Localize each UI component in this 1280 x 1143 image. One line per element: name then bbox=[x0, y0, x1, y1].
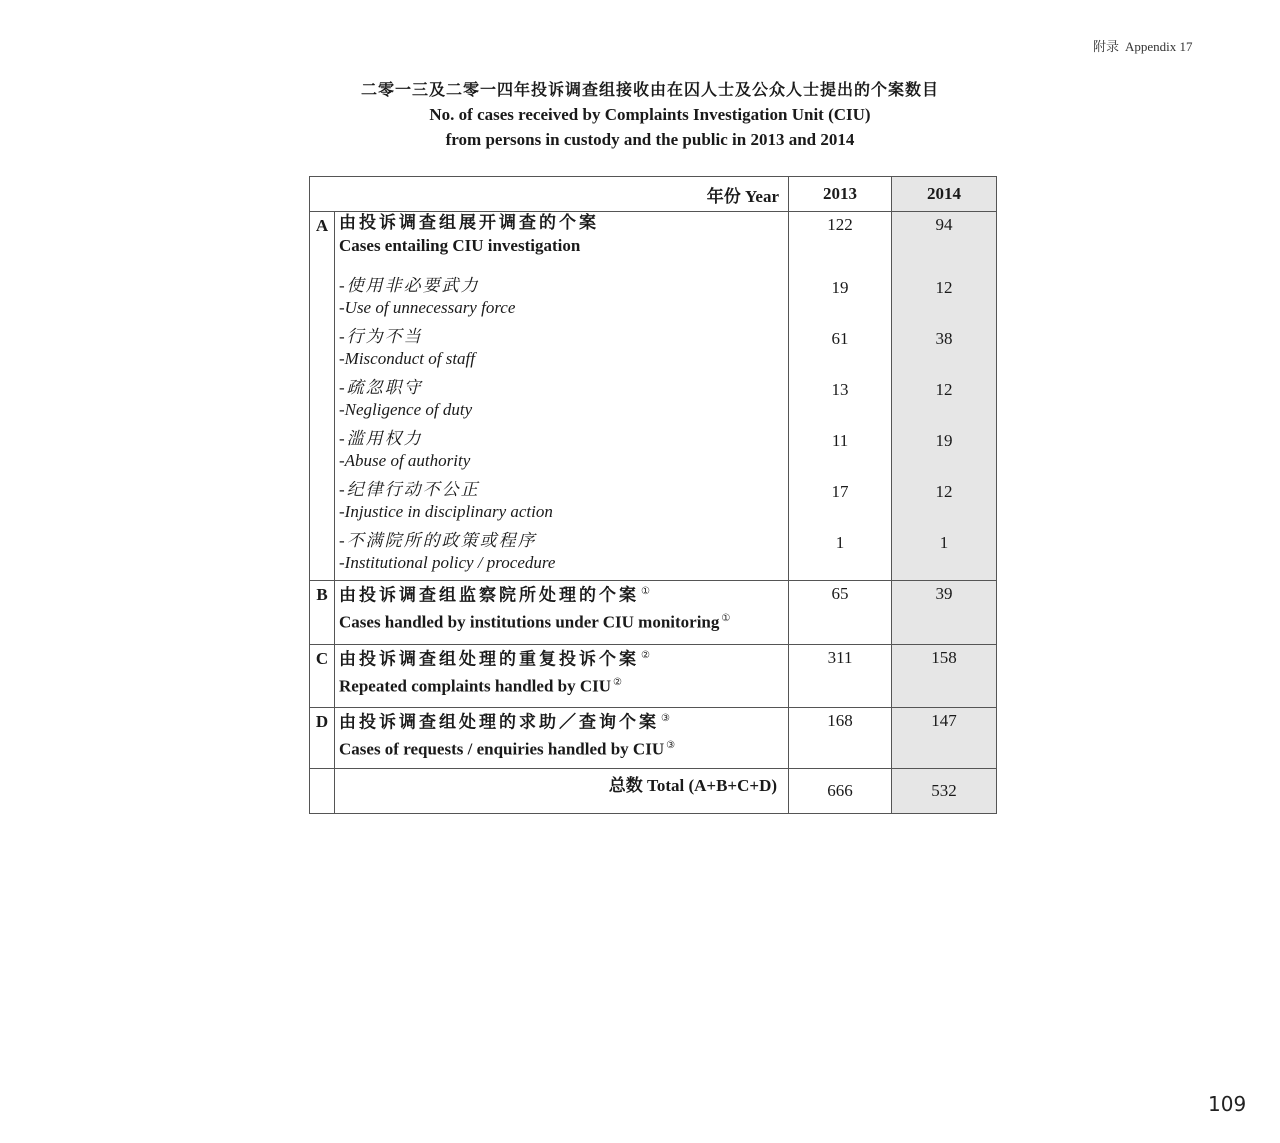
total-empty-cell bbox=[310, 769, 335, 814]
footnote-marker: ③ bbox=[661, 713, 673, 724]
subitem-en: -Institutional policy / procedure bbox=[339, 553, 556, 572]
section-d-row bbox=[310, 708, 997, 769]
subitem-value-2013: 11 bbox=[831, 431, 849, 450]
total-row bbox=[310, 769, 997, 814]
subitem-en: -Misconduct of staff bbox=[339, 349, 475, 368]
list-item bbox=[339, 377, 788, 421]
section-c-value-2013: 311 bbox=[789, 645, 892, 708]
subitem-value-2014: 12 bbox=[935, 482, 953, 501]
section-d-label-en: Cases of requests / enquiries handled by CIU bbox=[339, 739, 665, 759]
year-header-label: 年份 Year bbox=[310, 177, 789, 212]
section-c-row bbox=[310, 645, 997, 708]
total-label: 总数 Total (A+B+C+D) bbox=[335, 769, 789, 814]
section-b-label bbox=[335, 581, 789, 645]
subitem-en: -Abuse of authority bbox=[339, 451, 471, 470]
subitem-value-2013: 17 bbox=[831, 482, 849, 501]
subitem-zh: -疏忽职守 bbox=[339, 378, 423, 397]
appendix-label-zh: 附录 bbox=[1093, 39, 1120, 54]
section-c-label-zh: 由投诉调查组处理的重复投诉个案 bbox=[339, 649, 639, 669]
appendix-label-en: Appendix 17 bbox=[1125, 39, 1193, 54]
footnote-marker: ① bbox=[721, 612, 731, 624]
list-item bbox=[339, 428, 788, 472]
subitem-zh: -纪律行动不公正 bbox=[339, 480, 480, 499]
title-zh: 二零一三及二零一四年投诉调查组接收由在囚人士及公众人士提出的个案数目 bbox=[360, 82, 939, 99]
subitem-en: -Use of unnecessary force bbox=[339, 298, 516, 317]
section-a-2013-col bbox=[789, 212, 892, 581]
section-b-label-zh: 由投诉调查组监察院所处理的个案 bbox=[339, 585, 639, 605]
table-header-row bbox=[310, 177, 997, 212]
section-a-row bbox=[310, 212, 997, 581]
subitem-value-2014: 1 bbox=[939, 533, 949, 552]
list-item bbox=[339, 530, 788, 574]
section-b-row bbox=[310, 581, 997, 645]
subitem-en: -Negligence of duty bbox=[339, 400, 473, 419]
footnote-marker: ② bbox=[613, 676, 623, 688]
section-b-value-2014: 39 bbox=[892, 581, 997, 645]
section-a-2014-col bbox=[892, 212, 997, 581]
appendix-label bbox=[1093, 36, 1193, 55]
list-item bbox=[339, 479, 788, 523]
subitem-en: -Injustice in disciplinary action bbox=[339, 502, 553, 521]
section-d-label bbox=[335, 708, 789, 769]
section-c-value-2014: 158 bbox=[892, 645, 997, 708]
section-d-value-2014: 147 bbox=[892, 708, 997, 769]
title-en-line2: from persons in custody and the public in 2013 and 2014 bbox=[445, 130, 855, 149]
section-b-label-en: Cases handled by institutions under CIU monitoring bbox=[339, 612, 720, 632]
subitem-value-2014: 19 bbox=[935, 431, 953, 450]
section-c-letter: C bbox=[310, 645, 335, 708]
section-a-label-en: Cases entailing CIU investigation bbox=[339, 236, 581, 255]
section-a-letter: A bbox=[310, 212, 335, 581]
footnote-marker: ③ bbox=[666, 739, 676, 751]
list-item bbox=[339, 275, 788, 319]
section-b-letter: B bbox=[310, 581, 335, 645]
section-a-label bbox=[335, 212, 789, 581]
page-number: 109 bbox=[1208, 1092, 1247, 1116]
section-d-letter: D bbox=[310, 708, 335, 769]
footnote-marker: ① bbox=[641, 586, 653, 597]
section-d-value-2013: 168 bbox=[789, 708, 892, 769]
section-a-value-2014: 94 bbox=[935, 215, 953, 234]
subitem-value-2014: 38 bbox=[935, 329, 953, 348]
subitem-zh: -不满院所的政策或程序 bbox=[339, 531, 537, 550]
cases-table bbox=[309, 176, 997, 814]
total-value-2014: 532 bbox=[892, 769, 997, 814]
section-a-value-2013: 122 bbox=[827, 215, 853, 234]
subitem-value-2014: 12 bbox=[935, 278, 953, 297]
subitem-zh: -滥用权力 bbox=[339, 429, 423, 448]
subitem-zh: -行为不当 bbox=[339, 327, 423, 346]
section-d-label-zh: 由投诉调查组处理的求助／查询个案 bbox=[339, 712, 659, 732]
subitem-value-2013: 61 bbox=[831, 329, 849, 348]
year-header-2013: 2013 bbox=[789, 177, 892, 212]
section-a-label-zh: 由投诉调查组展开调查的个案 bbox=[339, 213, 599, 232]
list-item bbox=[339, 326, 788, 370]
subitem-value-2014: 12 bbox=[935, 380, 953, 399]
subitem-value-2013: 19 bbox=[831, 278, 849, 297]
year-header-2014: 2014 bbox=[892, 177, 997, 212]
section-c-label-en: Repeated complaints handled by CIU bbox=[339, 676, 612, 696]
total-value-2013: 666 bbox=[789, 769, 892, 814]
footnote-marker: ② bbox=[641, 650, 653, 661]
title-en-line1: No. of cases received by Complaints Investigation Unit (CIU) bbox=[429, 105, 871, 124]
subitem-value-2013: 13 bbox=[831, 380, 849, 399]
table-title bbox=[300, 80, 1000, 152]
subitem-value-2013: 1 bbox=[835, 533, 845, 552]
section-c-label bbox=[335, 645, 789, 708]
section-b-value-2013: 65 bbox=[789, 581, 892, 645]
subitem-zh: -使用非必要武力 bbox=[339, 276, 480, 295]
